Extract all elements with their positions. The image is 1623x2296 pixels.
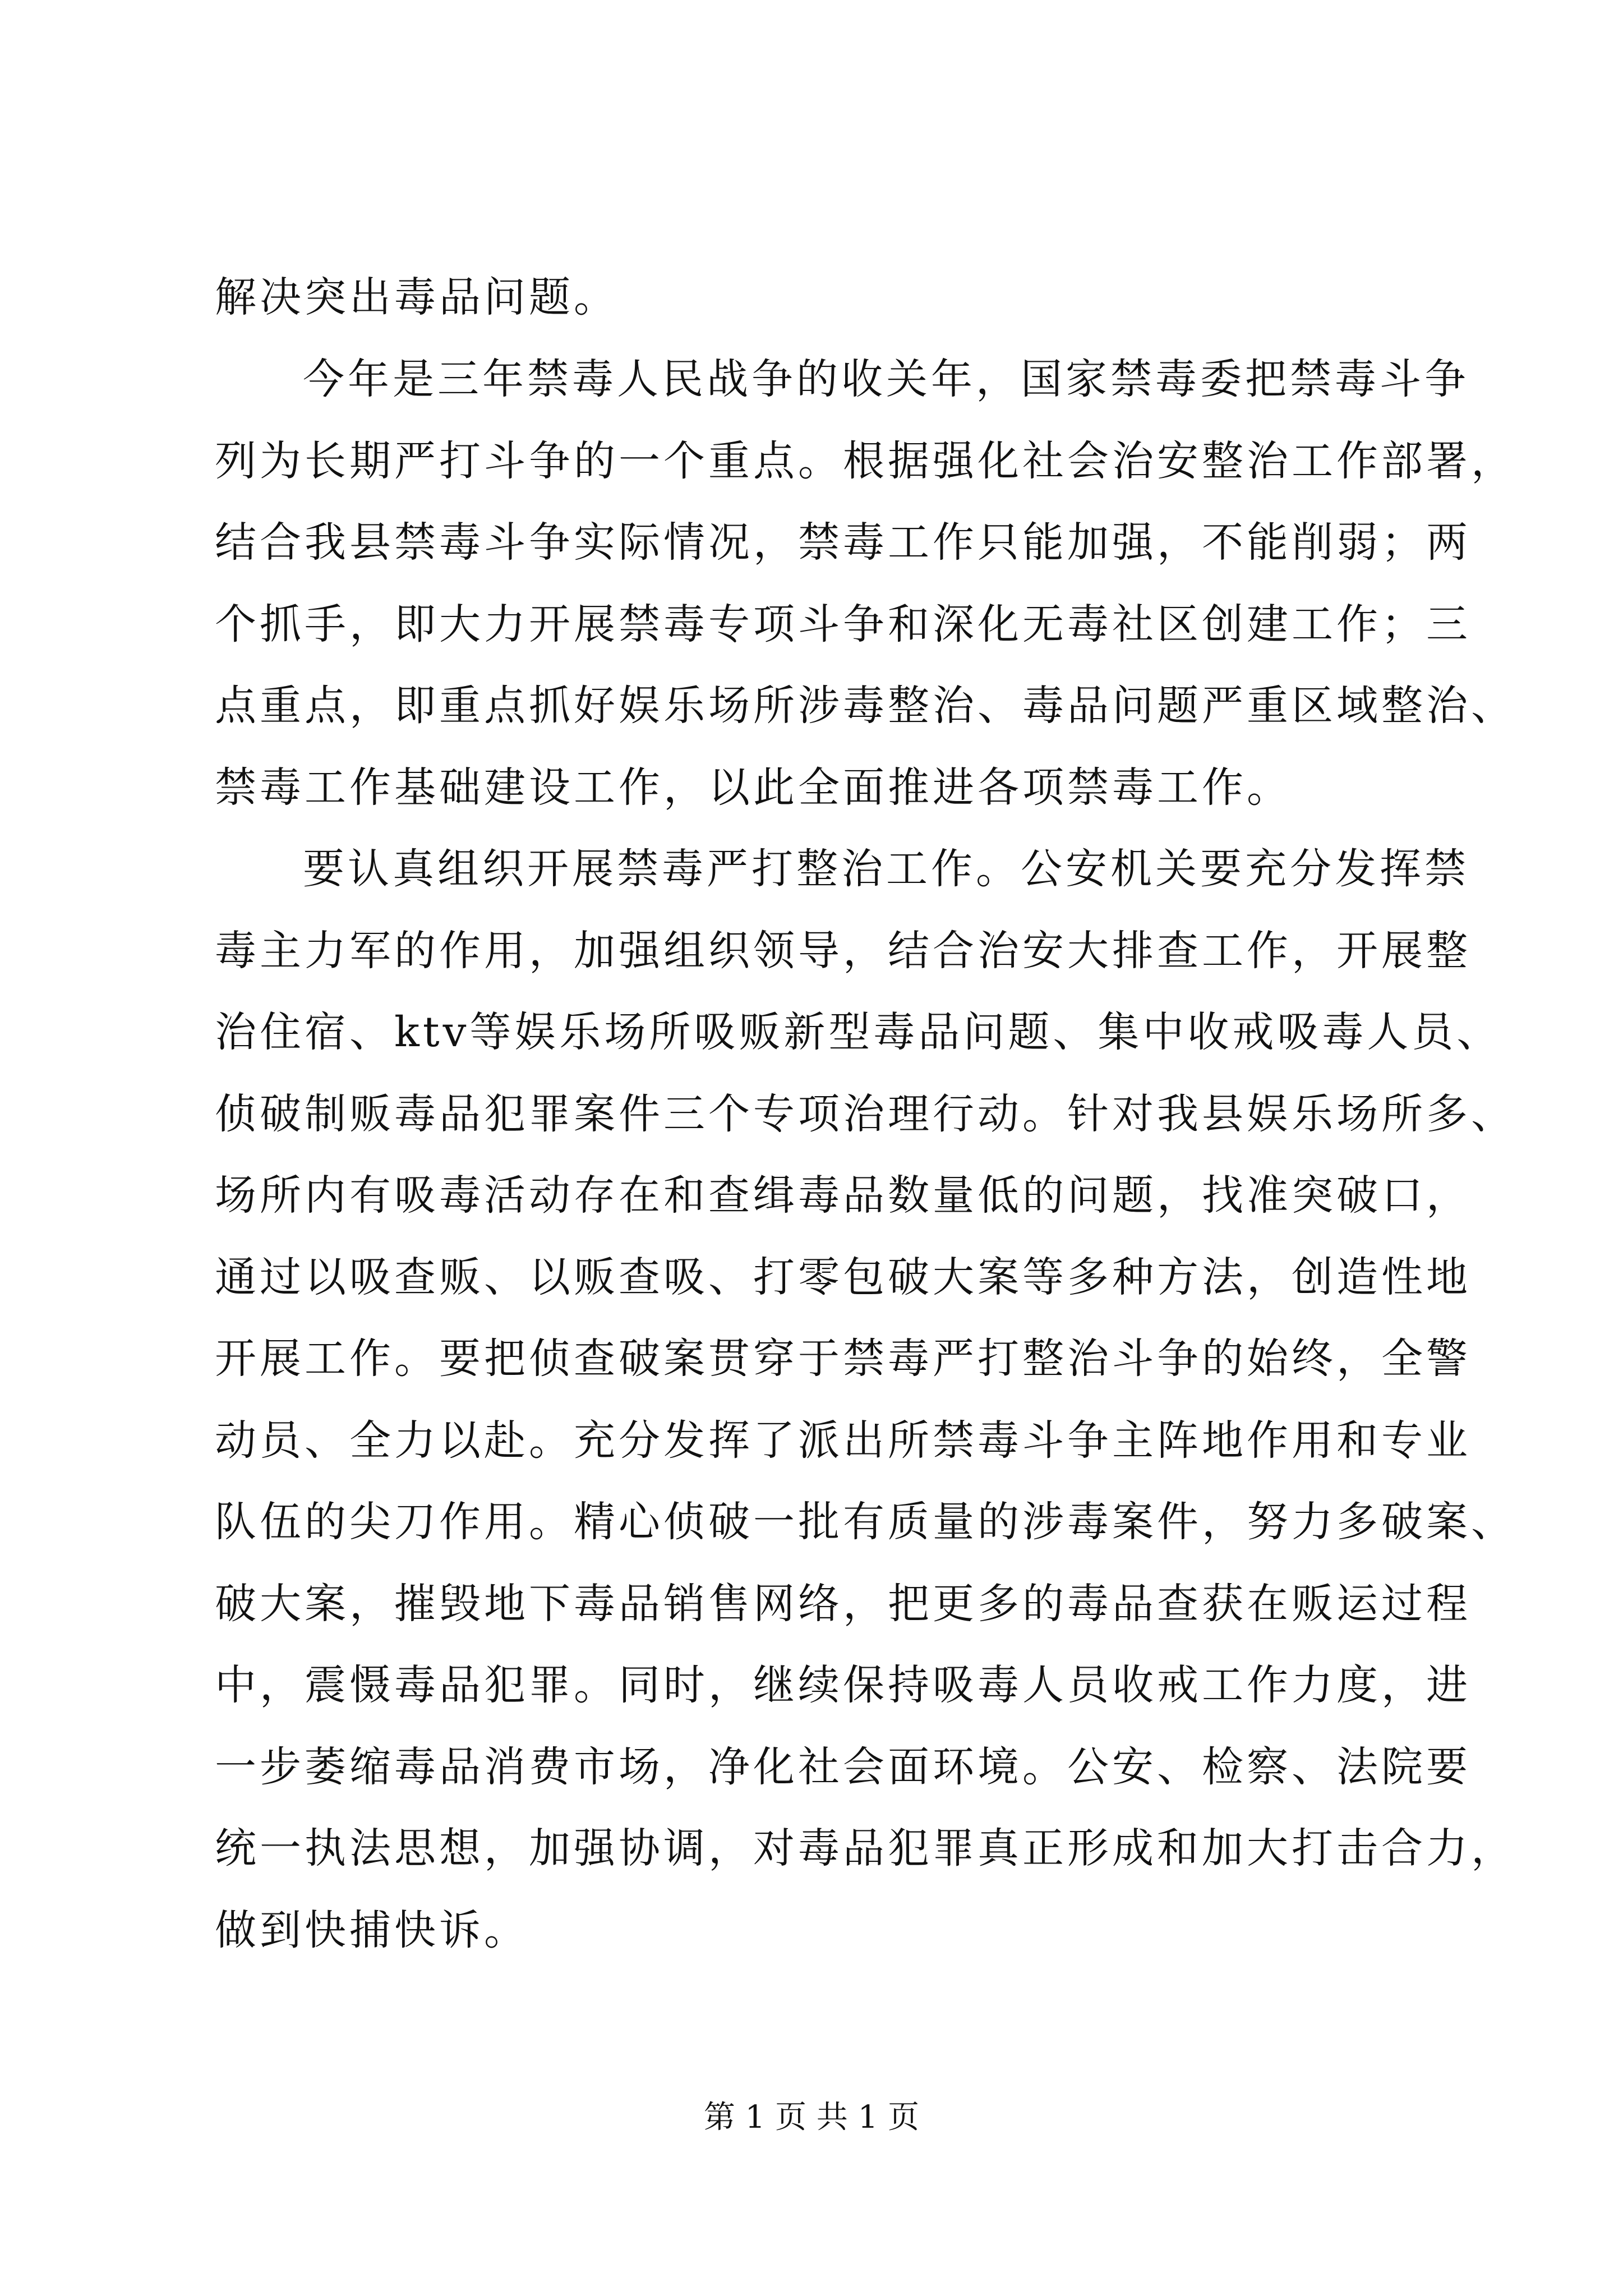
text-line: 做到快捕快诉。: [215, 1906, 529, 1954]
text-line: 结合我县禁毒斗争实际情况，禁毒工作只能加强，不能削弱；两: [215, 518, 1471, 567]
paragraph-start-line: 要认真组织开展禁毒严打整治工作。公安机关要充分发挥禁: [303, 845, 1469, 893]
text-line: 中，震慑毒品犯罪。同时，继续保持吸毒人员收戒工作力度，进: [215, 1661, 1471, 1709]
text-line: 场所内有吸毒活动存在和查缉毒品数量低的问题，找准突破口，: [215, 1171, 1471, 1220]
text-line: 开展工作。要把侦查破案贯穿于禁毒严打整治斗争的始终，全警: [215, 1335, 1471, 1383]
text-line: 动员、全力以赴。充分发挥了派出所禁毒斗争主阵地作用和专业: [215, 1416, 1471, 1465]
text-line: 破大案，摧毁地下毒品销售网络，把更多的毒品查获在贩运过程: [215, 1580, 1471, 1628]
text-line: 一步萎缩毒品消费市场，净化社会面环境。公安、检察、法院要: [215, 1743, 1471, 1791]
text-line: 队伍的尖刀作用。精心侦破一批有质量的涉毒案件，努力多破案、: [215, 1498, 1516, 1546]
text-line: 列为长期严打斗争的一个重点。根据强化社会治安整治工作部署，: [215, 437, 1516, 485]
paragraph-start-line: 今年是三年禁毒人民战争的收关年，国家禁毒委把禁毒斗争: [303, 355, 1469, 403]
text-line: 毒主力军的作用，加强组织领导，结合治安大排查工作，开展整: [215, 927, 1471, 975]
text-line: 统一执法思想，加强协调，对毒品犯罪真正形成和加大打击合力，: [215, 1824, 1516, 1872]
text-line: 侦破制贩毒品犯罪案件三个专项治理行动。针对我县娱乐场所多、: [215, 1090, 1516, 1138]
text-line: 通过以吸查贩、以贩查吸、打零包破大案等多种方法，创造性地: [215, 1253, 1471, 1301]
text-line: 治住宿、ktv等娱乐场所吸贩新型毒品问题、集中收戒吸毒人员、: [215, 1008, 1502, 1056]
page-footer: 第 1 页 共 1 页: [703, 2099, 920, 2136]
text-line: 点重点，即重点抓好娱乐场所涉毒整治、毒品问题严重区域整治、: [215, 682, 1516, 730]
text-line: 禁毒工作基础建设工作，以此全面推进各项禁毒工作。: [215, 763, 1292, 812]
text-line: 解决突出毒品问题。: [215, 273, 619, 321]
text-line: 个抓手，即大力开展禁毒专项斗争和深化无毒社区创建工作；三: [215, 600, 1471, 648]
